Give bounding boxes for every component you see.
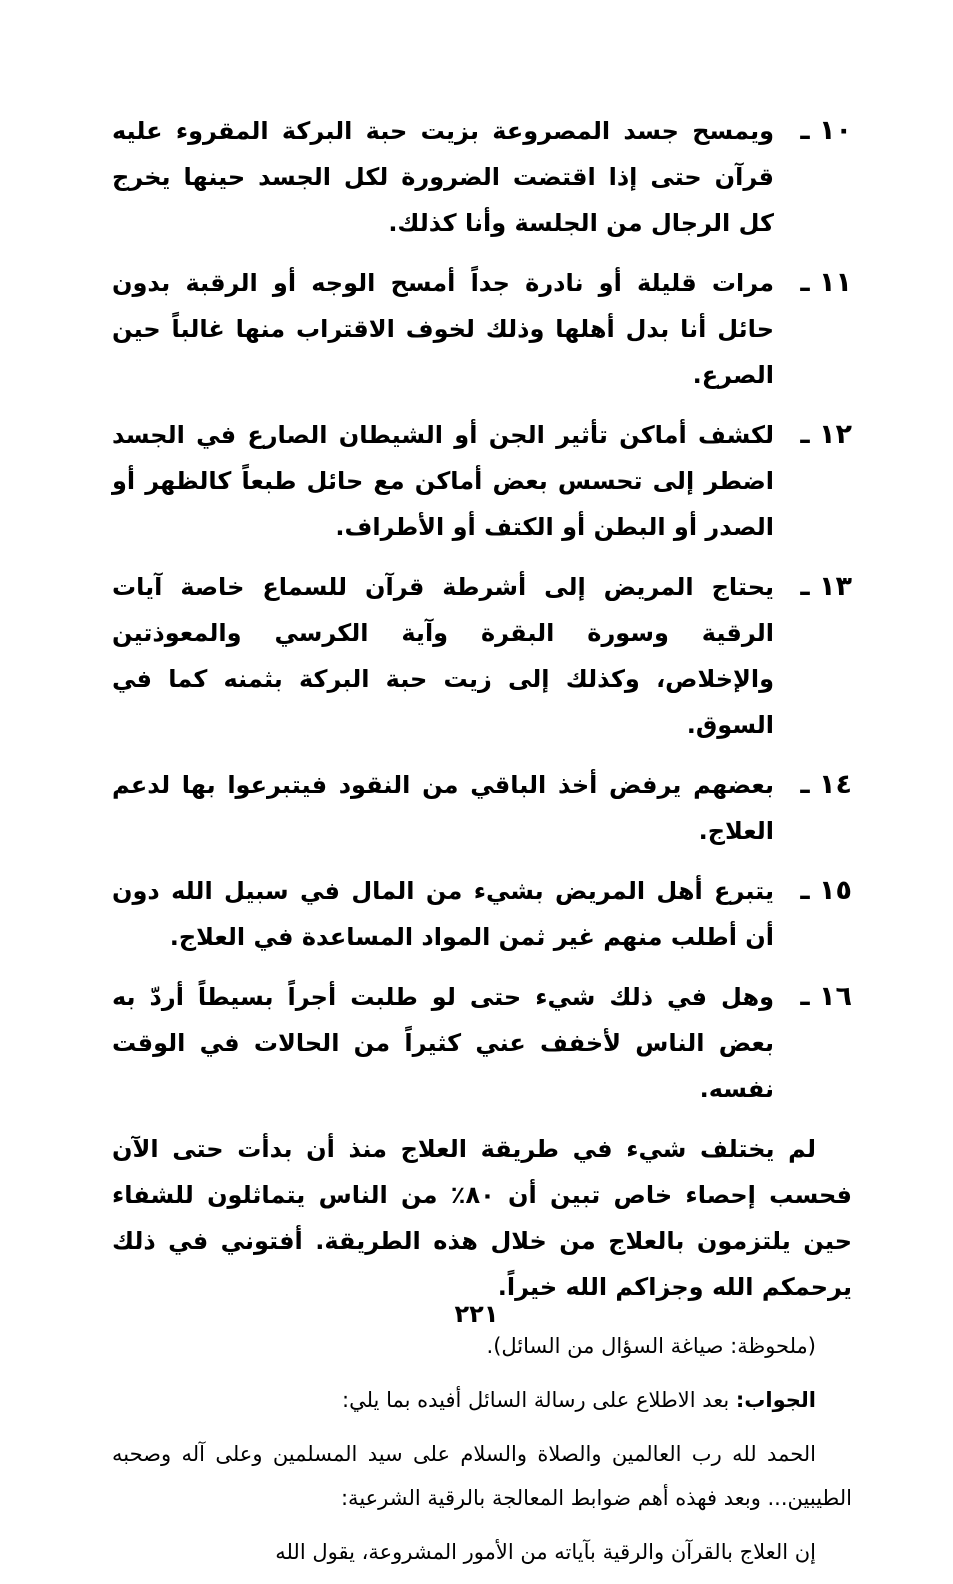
item-number: ١٣ ـ	[800, 571, 852, 602]
page-content	[112, 108, 852, 1584]
numbered-item	[112, 868, 852, 960]
closing-question-paragraph: لم يختلف شيء في طريقة العلاج منذ أن بدأت حتى الآن فحسب إحصاء خاص تبين أن ٨٠٪ من الناس يتماثلون للشفاء حين يلتزمون بالعلاج من خلال هذه الطريقة. أفتوني في ذلك يرحمكم الله وجزاكم الله خيراً.	[112, 1135, 853, 1301]
numbered-item	[112, 564, 852, 748]
item-text: لكشف أماكن تأثير الجن أو الشيطان الصارع في الجسد اضطر إلى تحسس بعض أماكن مع حائل طبعاً كالظهر أو الصدر أو البطن أو الكتف أو الأطراف.	[112, 421, 774, 541]
answer-text: بعد الاطلاع على رسالة السائل أفيده بما يلي:	[342, 1388, 736, 1412]
answer-paragraph	[112, 1378, 852, 1422]
item-text: يحتاج المريض إلى أشرطة قرآن للسماع خاصة آيات الرقية وسورة البقرة وآية الكرسي والمعوذتين والإخلاص، وكذلك إلى زيت حبة البركة بثمنه كما في السوق.	[112, 573, 774, 739]
item-number: ١٦ ـ	[800, 981, 852, 1012]
numbered-item	[112, 974, 852, 1112]
praise-paragraph: الحمد لله رب العالمين والصلاة والسلام على سيد المسلمين وعلى آله وصحبه الطيبين... وبعد فهذه أهم ضوابط المعالجة بالرقية الشرعية:	[112, 1442, 852, 1510]
answer-label: الجواب:	[735, 1388, 816, 1412]
item-number: ١٤ ـ	[800, 769, 852, 800]
item-text: مرات قليلة أو نادرة جداً أمسح الوجه أو الرقبة بدون حائل أنا بدل أهلها وذلك لخوف الاقتراب منها غالباً حين الصرع.	[112, 269, 774, 389]
numbered-item	[112, 260, 852, 398]
item-number: ١٢ ـ	[800, 419, 852, 450]
item-text: وهل في ذلك شيء حتى لو طلبت أجراً بسيطاً أردّ به بعض الناس لأخفف عني كثيراً من الحالات في الوقت نفسه.	[112, 983, 774, 1103]
item-text: ويمسح جسد المصروعة بزيت حبة البركة المقروء عليه قرآن حتى إذا اقتضت الضرورة لكل الجسد حينها يخرج كل الرجال من الجلسة وأنا كذلك.	[112, 117, 774, 237]
note-paragraph: (ملحوظة: صياغة السؤال من السائل).	[486, 1334, 816, 1358]
last-paragraph: إن العلاج بالقرآن والرقية بآياته من الأمور المشروعة، يقول الله	[275, 1540, 816, 1564]
numbered-item	[112, 108, 852, 246]
item-number: ١١ ـ	[800, 267, 852, 298]
item-number: ١٥ ـ	[800, 875, 852, 906]
page-number: ٢٢١	[454, 1300, 499, 1328]
numbered-item	[112, 762, 852, 854]
item-text: يتبرع أهل المريض بشيء من المال في سبيل الله دون أن أطلب منهم غير ثمن المواد المساعدة في العلاج.	[112, 877, 774, 951]
numbered-item	[112, 412, 852, 550]
item-number: ١٠ ـ	[800, 115, 852, 146]
item-text: بعضهم يرفض أخذ الباقي من النقود فيتبرعوا بها لدعم العلاج.	[112, 771, 774, 845]
